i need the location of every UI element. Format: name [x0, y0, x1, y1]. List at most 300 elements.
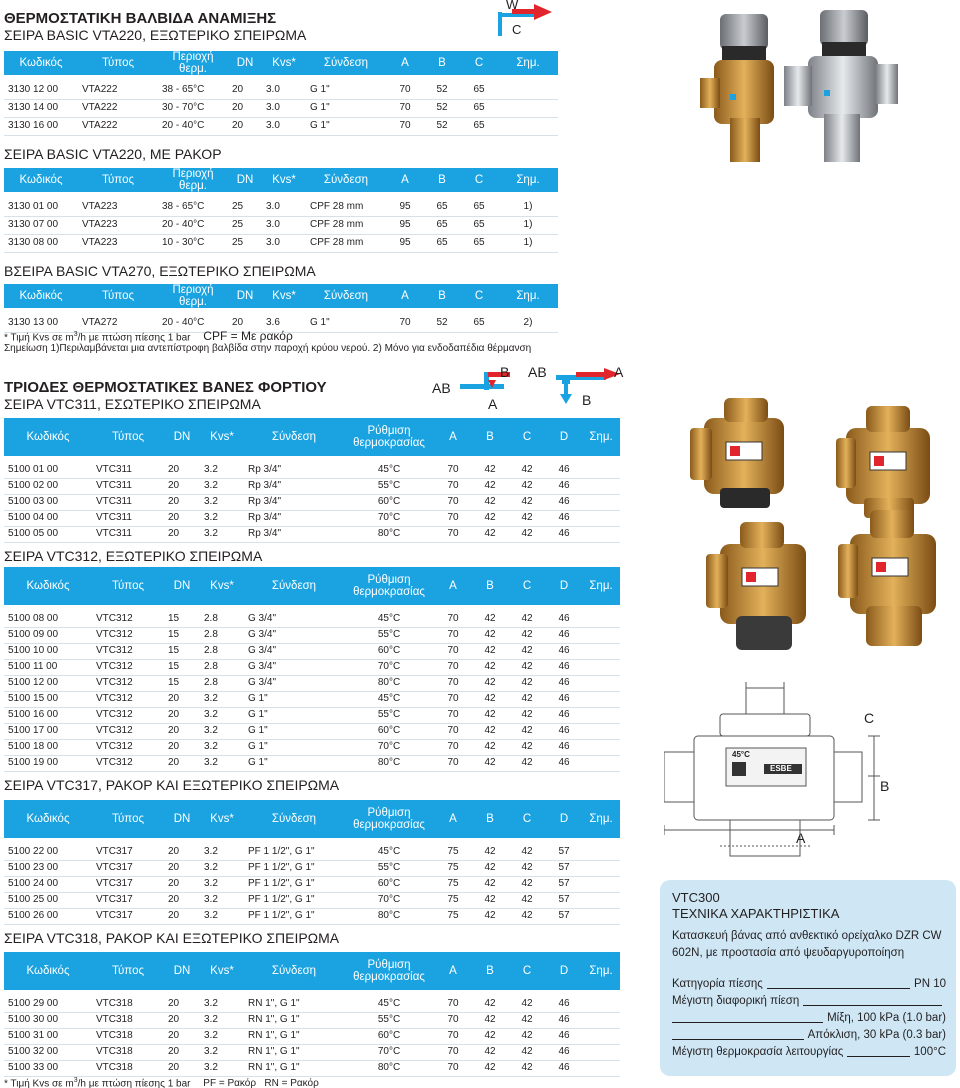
table-cell: 46 — [546, 996, 582, 1012]
subtitle-vta220-external: ΣΕΙΡΑ BASIC VTA220, ΕΞΩΤΕΡΙΚΟ ΣΠΕΙΡΩΜΑ — [4, 27, 307, 43]
column-header: DN — [228, 284, 262, 308]
table-cell: 3.2 — [200, 1012, 244, 1028]
table-cell: 3.2 — [200, 723, 244, 739]
table-cell: 70 — [434, 996, 472, 1012]
table-cell: 10 - 30°C — [158, 234, 228, 252]
drawing-label-b: B — [880, 778, 890, 794]
table-cell: 42 — [508, 860, 546, 876]
table-cell: 80°C — [344, 675, 434, 691]
table-cell: PF 1 1/2", G 1" — [244, 860, 344, 876]
table-cell: 70 — [386, 99, 424, 117]
table-cell: 70 — [434, 707, 472, 723]
table-cell: 42 — [508, 478, 546, 494]
table-cell: 60°C — [344, 494, 434, 510]
flow-arrows-icon — [490, 0, 560, 42]
table-cell: 75 — [434, 860, 472, 876]
table-cell: VTC318 — [92, 1044, 164, 1060]
spec-row-mix — [672, 1010, 946, 1027]
table-cell: 75 — [434, 844, 472, 860]
table-cell — [582, 908, 620, 924]
table-cell: VTC312 — [92, 723, 164, 739]
table-cell: 55°C — [344, 860, 434, 876]
column-header: Κωδικός — [4, 800, 92, 838]
table-cell: VTA223 — [78, 234, 158, 252]
subtitle-vta270: ΒΣΕΙΡΑ BASIC VTA270, ΕΞΩΤΕΡΙΚΟ ΣΠΕΙΡΩΜΑ — [4, 263, 316, 279]
column-header: B — [472, 418, 508, 456]
table-cell: 42 — [508, 1012, 546, 1028]
column-header: Kvs* — [262, 284, 306, 308]
table-cell: VTC318 — [92, 1012, 164, 1028]
table-cell: 3.2 — [200, 876, 244, 892]
table-cell — [582, 876, 620, 892]
table-cell: 42 — [472, 1060, 508, 1076]
table-cell: 70 — [434, 1044, 472, 1060]
footnote-kvs-pre: * Τιμή Kvs σε m — [4, 332, 74, 344]
table-cell: 42 — [472, 876, 508, 892]
main-title-load-valves: ΤΡΙΟΔΕΣ ΘΕΡΜΟΣΤΑΤΙΚΕΣ ΒΑΝΕΣ ΦΟΡΤΙΟΥ — [4, 379, 327, 396]
table-row — [4, 99, 558, 117]
subtitle-vta220-rakor: ΣΕΙΡΑ BASIC VTA220, ΜΕ ΡΑΚΟΡ — [4, 146, 222, 162]
table-row — [4, 611, 620, 627]
table-cell: 38 - 65°C — [158, 198, 228, 216]
column-header: Κωδικός — [4, 567, 92, 605]
table-cell: 70°C — [344, 510, 434, 526]
table-cell: 46 — [546, 611, 582, 627]
table-cell: 46 — [546, 1044, 582, 1060]
table-cell: 3130 07 00 — [4, 216, 78, 234]
table-cell: 42 — [472, 908, 508, 924]
table-cell: 42 — [472, 844, 508, 860]
table-cell: 20 — [164, 1028, 200, 1044]
column-header: Σύνδεση — [306, 284, 386, 308]
table-cell: 3130 13 00 — [4, 314, 78, 332]
table-cell: PF 1 1/2", G 1" — [244, 892, 344, 908]
table-cell — [582, 739, 620, 755]
table-cell: 70 — [434, 675, 472, 691]
spec-heading: ΤΕΧΝΙΚΑ ΧΑΡΑΚΤΗΡΙΣΤΙΚΑ — [672, 906, 840, 921]
table-cell: 20 — [228, 99, 262, 117]
column-header: C — [508, 800, 546, 838]
table-cell: 52 — [424, 81, 460, 99]
column-header: Σημ. — [582, 952, 620, 990]
table-cell: 45°C — [344, 996, 434, 1012]
table-cell: 55°C — [344, 627, 434, 643]
table-row — [4, 691, 620, 707]
column-header: Σύνδεση — [244, 567, 344, 605]
column-header: Kvs* — [200, 418, 244, 456]
table-cell: 20 — [164, 691, 200, 707]
photo-mixing-valves — [700, 6, 900, 166]
table-cell: 5100 09 00 — [4, 627, 92, 643]
table-cell: 65 — [460, 81, 498, 99]
column-header: Κωδικός — [4, 284, 78, 308]
table-cell — [582, 526, 620, 542]
table-cell: VTC317 — [92, 892, 164, 908]
table-cell: 57 — [546, 876, 582, 892]
table-cell: 42 — [472, 892, 508, 908]
table-cell: 5100 19 00 — [4, 755, 92, 771]
table-cell: 20 — [164, 1012, 200, 1028]
table-cell: 3.0 — [262, 216, 306, 234]
table-vtc317 — [4, 800, 620, 925]
table-cell: 20 — [164, 876, 200, 892]
valve-photo-2 — [836, 406, 930, 518]
column-header: DN — [164, 567, 200, 605]
footnote-kvs-post: /h με πτώση πίεσης 1 bar — [77, 332, 191, 344]
table-cell: 42 — [472, 723, 508, 739]
column-header: A — [386, 51, 424, 75]
table-cell: 75 — [434, 892, 472, 908]
table-cell: 70 — [434, 478, 472, 494]
column-header: C — [508, 567, 546, 605]
table-cell: 5100 32 00 — [4, 1044, 92, 1060]
table-cell: 70 — [434, 643, 472, 659]
table-cell: 42 — [472, 755, 508, 771]
spec-dotted-line — [767, 988, 910, 989]
table-cell: 20 — [164, 478, 200, 494]
table-cell: 5100 30 00 — [4, 1012, 92, 1028]
table-cell: 5100 08 00 — [4, 611, 92, 627]
table-cell: 3.2 — [200, 526, 244, 542]
table-cell — [582, 675, 620, 691]
table-cell: G 3/4" — [244, 643, 344, 659]
table-cell: 3.2 — [200, 707, 244, 723]
table-cell: 42 — [508, 723, 546, 739]
table-cell: G 3/4" — [244, 675, 344, 691]
table-cell: 70 — [434, 510, 472, 526]
table-cell: 42 — [472, 611, 508, 627]
column-header: Περιοχή θερμ. — [158, 51, 228, 75]
table-cell: 42 — [508, 659, 546, 675]
table-cell: 42 — [472, 462, 508, 478]
table-cell: G 3/4" — [244, 659, 344, 675]
table-cell: 25 — [228, 216, 262, 234]
table-cell — [582, 1044, 620, 1060]
table-cell: 2.8 — [200, 627, 244, 643]
spec-row-max-diff — [672, 993, 946, 1010]
table-cell: 5100 01 00 — [4, 462, 92, 478]
flow1-label-a: A — [488, 396, 498, 412]
table-cell: 70°C — [344, 739, 434, 755]
table-cell: VTC318 — [92, 996, 164, 1012]
table-cell: 57 — [546, 844, 582, 860]
table-cell: 5100 12 00 — [4, 675, 92, 691]
table-cell: 20 - 40°C — [158, 216, 228, 234]
table-cell: 46 — [546, 1028, 582, 1044]
table-cell: VTC318 — [92, 1028, 164, 1044]
table-cell: 20 — [164, 462, 200, 478]
table-cell: 95 — [386, 216, 424, 234]
table-cell: VTA272 — [78, 314, 158, 332]
table-cell: 52 — [424, 314, 460, 332]
table-cell: G 3/4" — [244, 627, 344, 643]
table-cell: 42 — [508, 510, 546, 526]
column-header: Τύπος — [92, 567, 164, 605]
table-cell — [582, 691, 620, 707]
table-cell: 2) — [498, 314, 558, 332]
flow2-label-ab: AB — [528, 364, 547, 380]
column-header: C — [460, 168, 498, 192]
table-cell: VTA223 — [78, 216, 158, 234]
table-cell: 55°C — [344, 1012, 434, 1028]
spec-pressure-class-label: Κατηγορία πίεσης — [672, 978, 763, 990]
table-cell: 70 — [434, 627, 472, 643]
table-cell: 5100 16 00 — [4, 707, 92, 723]
column-header: Σημ. — [498, 51, 558, 75]
table-cell: 42 — [508, 1028, 546, 1044]
table-row — [4, 996, 620, 1012]
spec-max-temp-value: 100°C — [913, 1046, 946, 1058]
column-header: D — [546, 418, 582, 456]
column-header: Περιοχή θερμ. — [158, 168, 228, 192]
table-cell: VTC317 — [92, 876, 164, 892]
table-cell: 20 — [164, 707, 200, 723]
column-header: C — [508, 952, 546, 990]
table-cell: VTC311 — [92, 478, 164, 494]
table-cell: 42 — [508, 627, 546, 643]
dimension-drawing-svg — [664, 680, 924, 860]
column-header: Σύνδεση — [244, 800, 344, 838]
column-header: Kvs* — [262, 51, 306, 75]
table-row — [4, 675, 620, 691]
table-cell: 5100 11 00 — [4, 659, 92, 675]
table-cell: 70 — [434, 1060, 472, 1076]
table-cell: G 1" — [244, 755, 344, 771]
table-cell: 46 — [546, 707, 582, 723]
spec-mix-value: Μίξη, 100 kPa (1.0 bar) — [827, 1012, 946, 1024]
column-header: Kvs* — [200, 567, 244, 605]
table-cell: PF 1 1/2", G 1" — [244, 876, 344, 892]
table-cell: VTC317 — [92, 908, 164, 924]
table-vta223 — [4, 168, 558, 253]
table-cell: 46 — [546, 510, 582, 526]
table-cell: 70 — [434, 659, 472, 675]
table-row — [4, 81, 558, 99]
table-cell: 70 — [434, 494, 472, 510]
footnote-cpf: CPF = Με ρακόρ — [203, 329, 293, 344]
column-header: A — [386, 284, 424, 308]
table-cell: 42 — [472, 659, 508, 675]
table-cell: 70 — [434, 462, 472, 478]
load-valve-photo-illustration — [690, 398, 956, 654]
table-cell: 3130 01 00 — [4, 198, 78, 216]
footnote2-kvs-pre: * Τιμή Kvs σε m — [4, 1078, 74, 1088]
table-cell: 42 — [472, 691, 508, 707]
table-row — [4, 723, 620, 739]
table-row — [4, 117, 558, 135]
table-cell: VTC312 — [92, 675, 164, 691]
table-cell: VTC312 — [92, 659, 164, 675]
table-cell: 70 — [434, 755, 472, 771]
table-cell: 46 — [546, 526, 582, 542]
table-cell: 3130 16 00 — [4, 117, 78, 135]
column-header: DN — [164, 800, 200, 838]
table-cell: VTA223 — [78, 198, 158, 216]
table-cell: 20 — [228, 314, 262, 332]
table-cell — [582, 1060, 620, 1076]
table-cell: 3.2 — [200, 510, 244, 526]
table-cell: 42 — [508, 996, 546, 1012]
table-cell: 20 — [164, 510, 200, 526]
table-cell: 75 — [434, 876, 472, 892]
table-cell: 20 — [164, 1044, 200, 1060]
drawing-label-a: A — [796, 830, 806, 846]
column-header: Σημ. — [582, 800, 620, 838]
table-cell — [498, 81, 558, 99]
table-cell: 42 — [472, 707, 508, 723]
table-cell: 3.2 — [200, 860, 244, 876]
table-cell: 65 — [460, 314, 498, 332]
table-cell: 65 — [460, 234, 498, 252]
table-cell: 70 — [386, 314, 424, 332]
table-cell — [582, 611, 620, 627]
table-cell: 5100 29 00 — [4, 996, 92, 1012]
footnote2-kvs-sup: 3 — [73, 1077, 78, 1084]
table-row — [4, 892, 620, 908]
flow-label-c: C — [512, 22, 522, 37]
table-cell: 42 — [508, 739, 546, 755]
table-row — [4, 755, 620, 771]
table-cell: 42 — [472, 478, 508, 494]
spec-dotted-line — [847, 1056, 910, 1057]
spec-dotted-line — [803, 1005, 942, 1006]
table-header-row — [4, 952, 620, 990]
table-cell: 42 — [508, 844, 546, 860]
table-cell: 38 - 65°C — [158, 81, 228, 99]
table-cell: 3.2 — [200, 739, 244, 755]
table-cell — [582, 494, 620, 510]
table-cell — [582, 643, 620, 659]
column-header: Σημ. — [582, 418, 620, 456]
table-cell: 20 — [164, 494, 200, 510]
table-cell: 5100 22 00 — [4, 844, 92, 860]
subtitle-vtc317: ΣΕΙΡΑ VTC317, ΡΑΚΟΡ ΚΑΙ ΕΞΩΤΕΡΙΚΟ ΣΠΕΙΡΩΜΑ — [4, 777, 340, 793]
table-cell: 70 — [434, 1012, 472, 1028]
table-cell: 42 — [472, 510, 508, 526]
table-cell: 60°C — [344, 1028, 434, 1044]
table-cell: 2.8 — [200, 675, 244, 691]
column-header: Σύνδεση — [244, 418, 344, 456]
table-cell: RN 1", G 1" — [244, 1028, 344, 1044]
table-cell — [582, 1028, 620, 1044]
spec-box-vtc300 — [660, 880, 956, 1076]
table-cell: G 1" — [244, 707, 344, 723]
table-cell: 3.2 — [200, 462, 244, 478]
table-cell: 20 — [164, 892, 200, 908]
table-cell: 15 — [164, 643, 200, 659]
spec-description: Κατασκευή βάνας από ανθεκτικό ορείχαλκο DZR CW 602N, με προστασία από ψευδαργυροποίηση — [672, 930, 942, 959]
table-cell: 60°C — [344, 876, 434, 892]
subtitle-vtc318: ΣΕΙΡΑ VTC318, ΡΑΚΟΡ ΚΑΙ ΕΞΩΤΕΡΙΚΟ ΣΠΕΙΡΩΜΑ — [4, 930, 340, 946]
table-cell: 42 — [472, 675, 508, 691]
table-cell: 5100 31 00 — [4, 1028, 92, 1044]
column-header: B — [472, 567, 508, 605]
table-cell: 65 — [460, 198, 498, 216]
flow-diagram-ab-b-a — [430, 366, 526, 416]
column-header: Ρύθμιση θερμοκρασίας — [344, 418, 434, 456]
column-header: Σημ. — [498, 168, 558, 192]
table-header-row — [4, 284, 558, 308]
column-header: Ρύθμιση θερμοκρασίας — [344, 952, 434, 990]
column-header: Κωδικός — [4, 168, 78, 192]
table-cell: G 1" — [244, 723, 344, 739]
drawing-brand-text: ESBE — [770, 764, 792, 773]
table-cell: 3130 14 00 — [4, 99, 78, 117]
spec-max-diff-label: Μέγιστη διαφορική πίεση — [672, 995, 800, 1007]
table-cell: 80°C — [344, 755, 434, 771]
column-header: Τύπος — [92, 418, 164, 456]
table-cell: G 1" — [244, 691, 344, 707]
table-vta220 — [4, 51, 558, 136]
table-cell: 42 — [508, 707, 546, 723]
table-row — [4, 627, 620, 643]
table-cell: 5100 33 00 — [4, 1060, 92, 1076]
table-cell: 2.8 — [200, 611, 244, 627]
table-cell: 70 — [434, 526, 472, 542]
table-cell: G 1" — [306, 99, 386, 117]
table-cell: RN 1", G 1" — [244, 1012, 344, 1028]
table-cell: 42 — [472, 996, 508, 1012]
table-cell: 20 — [228, 81, 262, 99]
table-cell: VTC312 — [92, 643, 164, 659]
column-header: A — [434, 952, 472, 990]
table-row — [4, 659, 620, 675]
spec-dotted-line — [672, 1039, 804, 1040]
table-cell: 3.0 — [262, 99, 306, 117]
table-cell: 46 — [546, 627, 582, 643]
table-cell: 3.2 — [200, 1028, 244, 1044]
spec-divert-value: Απόκλιση, 30 kPa (0.3 bar) — [807, 1029, 946, 1041]
table-cell: G 1" — [306, 314, 386, 332]
table-cell: 75 — [434, 908, 472, 924]
column-header: A — [386, 168, 424, 192]
table-cell: 5100 02 00 — [4, 478, 92, 494]
table-cell — [582, 755, 620, 771]
table-cell: 20 — [164, 1060, 200, 1076]
table-cell — [582, 462, 620, 478]
column-header: Τύπος — [78, 51, 158, 75]
valve-photo-illustration — [700, 6, 900, 166]
table-cell: 46 — [546, 1060, 582, 1076]
table-cell: 65 — [424, 216, 460, 234]
column-header: B — [424, 51, 460, 75]
spec-model: VTC300 — [672, 890, 720, 905]
table-cell — [582, 627, 620, 643]
table-cell: 70 — [386, 117, 424, 135]
table-cell: VTC311 — [92, 462, 164, 478]
table-cell: 65 — [460, 117, 498, 135]
table-cell: VTC318 — [92, 1060, 164, 1076]
column-header: DN — [164, 418, 200, 456]
table-cell: 70 — [434, 1028, 472, 1044]
column-header: Τύπος — [78, 284, 158, 308]
table-cell: 3.2 — [200, 908, 244, 924]
table-cell: 46 — [546, 478, 582, 494]
valve-photo-1 — [690, 398, 784, 508]
table-cell: 20 — [164, 908, 200, 924]
table-cell: VTC311 — [92, 494, 164, 510]
table-cell: 5100 17 00 — [4, 723, 92, 739]
table-cell: 5100 24 00 — [4, 876, 92, 892]
main-title-mixing-valve: ΘΕΡΜΟΣΤΑΤΙΚΗ ΒΑΛΒΙΔΑ ΑΝΑΜΙΞΗΣ — [4, 10, 277, 27]
table-cell: 45°C — [344, 691, 434, 707]
table-cell: 45°C — [344, 844, 434, 860]
table-cell: Rp 3/4" — [244, 510, 344, 526]
footnote-kvs-sup: 3 — [73, 331, 78, 338]
table-cell: 20 — [164, 844, 200, 860]
table-cell: 52 — [424, 99, 460, 117]
table-cell: 5100 03 00 — [4, 494, 92, 510]
